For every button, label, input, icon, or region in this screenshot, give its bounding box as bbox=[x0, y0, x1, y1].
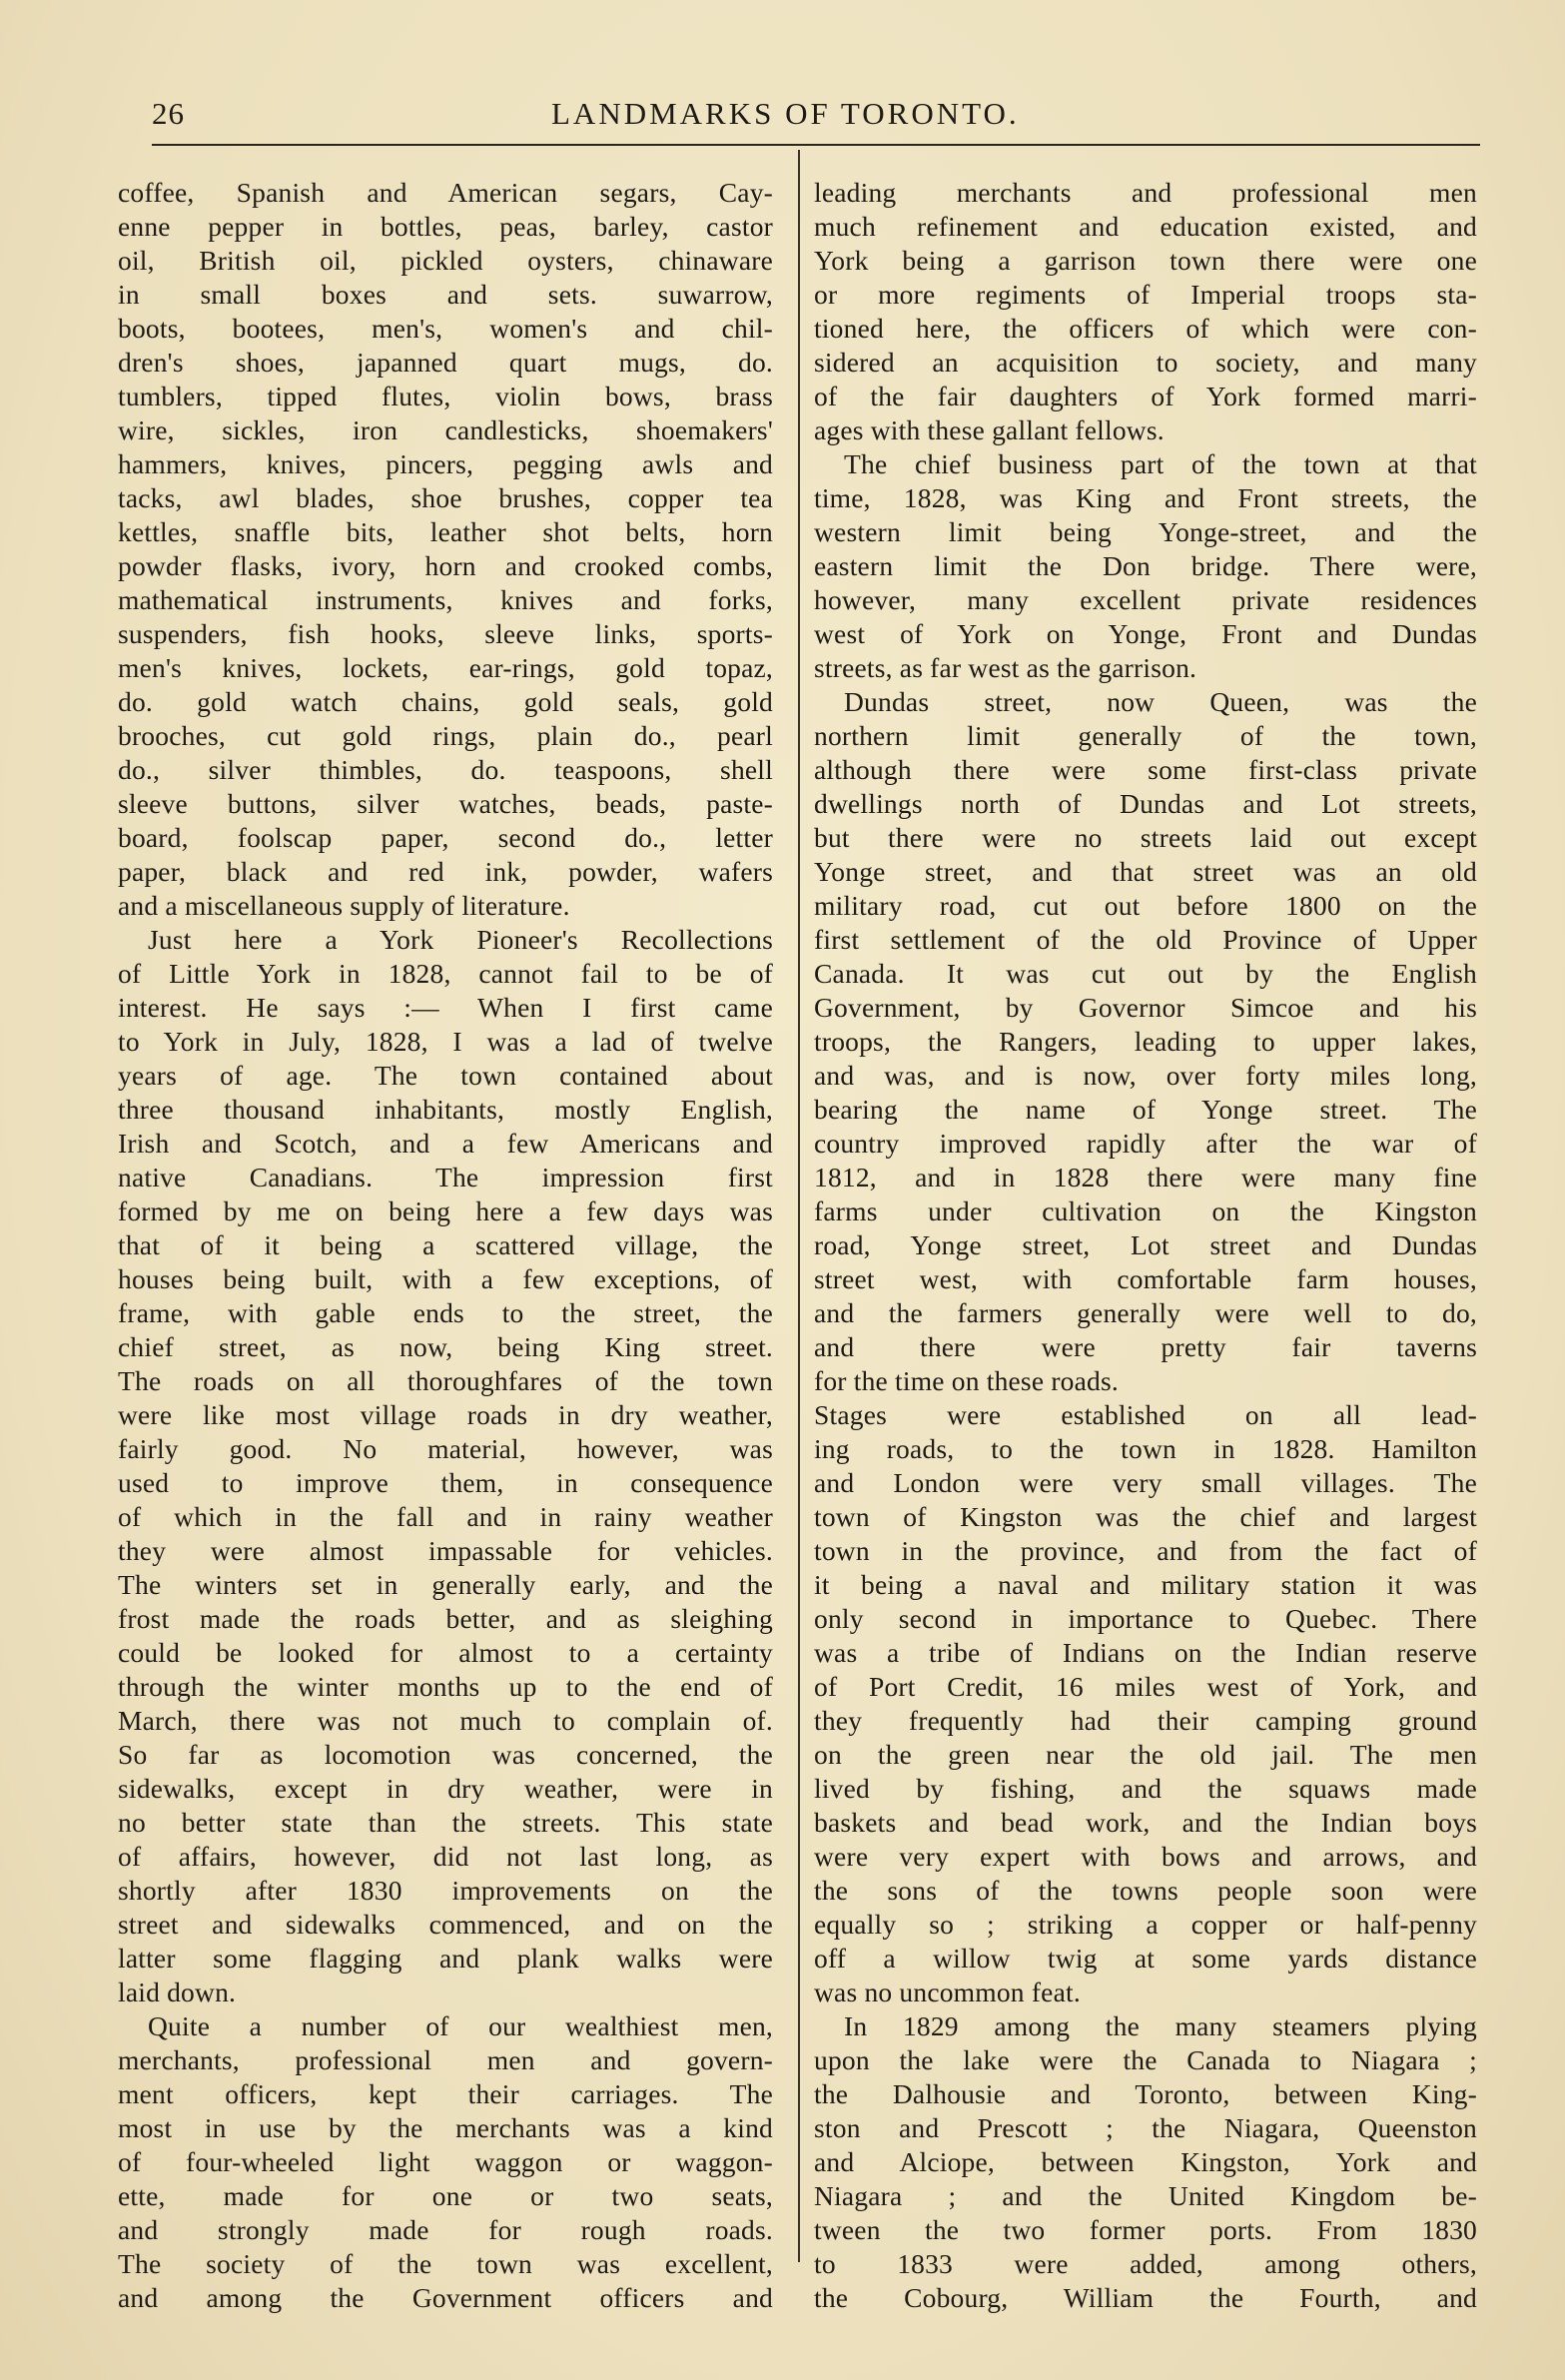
right-column-line: Dundas street, now Queen, was the bbox=[844, 686, 1477, 717]
right-column bbox=[814, 176, 1477, 2313]
right-column-line: farms under cultivation on the Kingston bbox=[814, 1195, 1477, 1226]
left-column-line: dren's shoes, japanned quart mugs, do. bbox=[118, 347, 773, 378]
left-column-line: through the winter months up to the end of bbox=[118, 1671, 773, 1702]
right-column-line: town in the province, and from the fact of bbox=[814, 1535, 1477, 1566]
page-number: 26 bbox=[152, 96, 185, 131]
left-column-line: chief street, as now, being King street. bbox=[118, 1331, 773, 1362]
running-title: LANDMARKS OF TORONTO. bbox=[551, 96, 1020, 131]
left-column-line: So far as locomotion was concerned, the bbox=[118, 1739, 773, 1770]
left-column-line: interest. He says :— When I first came bbox=[118, 992, 773, 1023]
right-column-line: or more regiments of Imperial troops sta- bbox=[814, 279, 1477, 310]
right-column-line: were very expert with bows and arrows, and bbox=[814, 1841, 1477, 1872]
right-column-line: it being a naval and military station it was bbox=[814, 1569, 1477, 1600]
right-column-line: although there were some first-class private bbox=[814, 754, 1477, 785]
left-column-line: three thousand inhabitants, mostly English, bbox=[118, 1094, 773, 1125]
right-column-line: northern limit generally of the town, bbox=[814, 720, 1477, 751]
right-column-line: Niagara ; and the United Kingdom be- bbox=[814, 2180, 1477, 2211]
left-column-line: years of age. The town contained about bbox=[118, 1060, 773, 1091]
left-column-line: used to improve them, in consequence bbox=[118, 1467, 773, 1498]
left-column-line: to York in July, 1828, I was a lad of twelve bbox=[118, 1026, 773, 1057]
left-column-line: powder flasks, ivory, horn and crooked combs, bbox=[118, 550, 773, 581]
right-column-line: was no uncommon feat. bbox=[814, 1977, 1081, 2007]
right-column-line: street west, with comfortable farm houses, bbox=[814, 1263, 1477, 1294]
left-column-line: could be looked for almost to a certainty bbox=[118, 1637, 773, 1668]
left-column-line: most in use by the merchants was a kind bbox=[118, 2112, 773, 2143]
right-column-line: military road, cut out before 1800 on the bbox=[814, 890, 1477, 921]
left-column-line: boots, bootees, men's, women's and chil- bbox=[118, 313, 773, 344]
right-column-line: the Dalhousie and Toronto, between King- bbox=[814, 2078, 1477, 2109]
right-column-line: lived by fishing, and the squaws made bbox=[814, 1773, 1477, 1804]
right-column-line: ing roads, to the town in 1828. Hamilton bbox=[814, 1433, 1477, 1464]
left-column-line: The society of the town was excellent, bbox=[118, 2248, 773, 2279]
right-column-line: Government, by Governor Simcoe and his bbox=[814, 992, 1477, 1023]
left-column-line: tumblers, tipped flutes, violin bows, brass bbox=[118, 381, 773, 411]
left-column-line: hammers, knives, pincers, pegging awls and bbox=[118, 448, 773, 479]
right-column-line: west of York on Yonge, Front and Dundas bbox=[814, 618, 1477, 649]
left-column-line: frost made the roads better, and as sleighing bbox=[118, 1603, 773, 1634]
left-column-line: of affairs, however, did not last long, as bbox=[118, 1841, 773, 1872]
left-column-line: men's knives, lockets, ear-rings, gold topaz, bbox=[118, 652, 773, 683]
right-column-line: streets, as far west as the garrison. bbox=[814, 652, 1197, 683]
left-column-line: fairly good. No material, however, was bbox=[118, 1433, 773, 1464]
right-column-line: of the fair daughters of York formed marri- bbox=[814, 381, 1477, 411]
right-column-line: Stages were established on all lead- bbox=[814, 1399, 1477, 1430]
left-column-line: houses being built, with a few exceptions, of bbox=[118, 1263, 773, 1294]
right-column-line: the sons of the towns people soon were bbox=[814, 1875, 1477, 1906]
left-column-line: suspenders, fish hooks, sleeve links, sports- bbox=[118, 618, 773, 649]
right-column-line: was a tribe of Indians on the Indian reserve bbox=[814, 1637, 1477, 1668]
right-column-line: leading merchants and professional men bbox=[814, 177, 1477, 208]
right-column-line: 1812, and in 1828 there were many fine bbox=[814, 1162, 1477, 1192]
left-column-line: that of it being a scattered village, the bbox=[118, 1229, 773, 1260]
right-column-line: for the time on these roads. bbox=[814, 1365, 1119, 1396]
right-column-line: they frequently had their camping ground bbox=[814, 1705, 1477, 1736]
left-column-line: oil, British oil, pickled oysters, chinaware bbox=[118, 245, 773, 276]
right-column-line: tioned here, the officers of which were con- bbox=[814, 313, 1477, 344]
header-rule bbox=[152, 144, 1480, 146]
page-header bbox=[152, 96, 1480, 140]
right-column-line: baskets and bead work, and the Indian boys bbox=[814, 1807, 1477, 1838]
right-column-line: off a willow twig at some yards distance bbox=[814, 1943, 1477, 1974]
left-column-line: were like most village roads in dry weather, bbox=[118, 1399, 773, 1430]
right-column-line: sidered an acquisition to society, and many bbox=[814, 347, 1477, 378]
right-column-line: and the farmers generally were well to do, bbox=[814, 1297, 1477, 1328]
right-column-line: upon the lake were the Canada to Niagara ; bbox=[814, 2044, 1477, 2075]
left-column-line: The roads on all thoroughfares of the town bbox=[118, 1365, 773, 1396]
left-column-line: Just here a York Pioneer's Recollections bbox=[148, 924, 773, 955]
right-column-line: country improved rapidly after the war of bbox=[814, 1128, 1477, 1159]
right-column-line: and Alciope, between Kingston, York and bbox=[814, 2146, 1477, 2177]
right-column-line: troops, the Rangers, leading to upper lakes, bbox=[814, 1026, 1477, 1057]
right-column-line: dwellings north of Dundas and Lot streets, bbox=[814, 788, 1477, 819]
column-divider bbox=[798, 150, 800, 2262]
right-column-line: first settlement of the old Province of Upper bbox=[814, 924, 1477, 955]
right-column-line: the Cobourg, William the Fourth, and bbox=[814, 2282, 1477, 2313]
left-column-line: frame, with gable ends to the street, the bbox=[118, 1297, 773, 1328]
right-column-line: Canada. It was cut out by the English bbox=[814, 958, 1477, 989]
left-column-line: paper, black and red ink, powder, wafers bbox=[118, 856, 773, 887]
right-column-line: time, 1828, was King and Front streets, the bbox=[814, 482, 1477, 513]
left-column-line: and strongly made for rough roads. bbox=[118, 2214, 773, 2245]
left-column-line: wire, sickles, iron candlesticks, shoemakers' bbox=[118, 414, 773, 445]
right-column-line: and there were pretty fair taverns bbox=[814, 1331, 1477, 1362]
right-column-line: however, many excellent private residences bbox=[814, 584, 1477, 615]
left-column-line: laid down. bbox=[118, 1977, 237, 2007]
right-column-line: town of Kingston was the chief and largest bbox=[814, 1501, 1477, 1532]
left-column-line: street and sidewalks commenced, and on the bbox=[118, 1909, 773, 1940]
left-column-line: no better state than the streets. This state bbox=[118, 1807, 773, 1838]
left-column-line: merchants, professional men and govern- bbox=[118, 2044, 773, 2075]
right-column-line: York being a garrison town there were one bbox=[814, 245, 1477, 276]
right-column-line: tween the two former ports. From 1830 bbox=[814, 2214, 1477, 2245]
left-column-line: sleeve buttons, silver watches, beads, paste- bbox=[118, 788, 773, 819]
right-column-line: western limit being Yonge-street, and the bbox=[814, 516, 1477, 547]
right-column-line: Yonge street, and that street was an old bbox=[814, 856, 1477, 887]
left-column-line: formed by me on being here a few days was bbox=[118, 1195, 773, 1226]
right-column-line: ston and Prescott ; the Niagara, Queenston bbox=[814, 2112, 1477, 2143]
right-column-line: on the green near the old jail. The men bbox=[814, 1739, 1477, 1770]
left-column-line: coffee, Spanish and American segars, Cay- bbox=[118, 177, 773, 208]
right-column-line: of Port Credit, 16 miles west of York, and bbox=[814, 1671, 1477, 1702]
right-column-line: road, Yonge street, Lot street and Dundas bbox=[814, 1229, 1477, 1260]
right-column-line: equally so ; striking a copper or half-penny bbox=[814, 1909, 1477, 1940]
left-column-line: Irish and Scotch, and a few Americans and bbox=[118, 1128, 773, 1159]
left-column-line: shortly after 1830 improvements on the bbox=[118, 1875, 773, 1906]
left-column-line: mathematical instruments, knives and forks, bbox=[118, 584, 773, 615]
right-column-line: ages with these gallant fellows. bbox=[814, 414, 1165, 445]
left-column-line: March, there was not much to complain of. bbox=[118, 1705, 773, 1736]
right-column-line: The chief business part of the town at that bbox=[844, 448, 1477, 479]
left-column-line: The winters set in generally early, and the bbox=[118, 1569, 773, 1600]
left-column-line: do. gold watch chains, gold seals, gold bbox=[118, 686, 773, 717]
right-column-line: only second in importance to Quebec. There bbox=[814, 1603, 1477, 1634]
left-column-line: of Little York in 1828, cannot fail to be of bbox=[118, 958, 773, 989]
left-column-line: of which in the fall and in rainy weather bbox=[118, 1501, 773, 1532]
right-column-line: to 1833 were added, among others, bbox=[814, 2248, 1477, 2279]
left-column-line: enne pepper in bottles, peas, barley, castor bbox=[118, 211, 773, 242]
right-column-line: much refinement and education existed, and bbox=[814, 211, 1477, 242]
right-column-line: and London were very small villages. The bbox=[814, 1467, 1477, 1498]
left-column-line: kettles, snaffle bits, leather shot belts, horn bbox=[118, 516, 773, 547]
left-column-line: do., silver thimbles, do. teaspoons, shell bbox=[118, 754, 773, 785]
left-column-line: of four-wheeled light waggon or waggon- bbox=[118, 2146, 773, 2177]
left-column-line: board, foolscap paper, second do., letter bbox=[118, 822, 773, 853]
left-column bbox=[118, 176, 773, 2313]
right-column-line: bearing the name of Yonge street. The bbox=[814, 1094, 1477, 1125]
right-column-line: In 1829 among the many steamers plying bbox=[844, 2010, 1477, 2041]
left-column-line: and a miscellaneous supply of literature. bbox=[118, 890, 570, 921]
left-column-line: ment officers, kept their carriages. The bbox=[118, 2078, 773, 2109]
right-column-line: eastern limit the Don bridge. There were, bbox=[814, 550, 1477, 581]
left-column-line: native Canadians. The impression first bbox=[118, 1162, 773, 1192]
left-column-line: sidewalks, except in dry weather, were in bbox=[118, 1773, 773, 1804]
left-column-line: they were almost impassable for vehicles. bbox=[118, 1535, 773, 1566]
right-column-line: and was, and is now, over forty miles long, bbox=[814, 1060, 1477, 1091]
left-column-line: in small boxes and sets. suwarrow, bbox=[118, 279, 773, 310]
left-column-line: tacks, awl blades, shoe brushes, copper tea bbox=[118, 482, 773, 513]
left-column-line: Quite a number of our wealthiest men, bbox=[148, 2010, 773, 2041]
left-column-line: and among the Government officers and bbox=[118, 2282, 773, 2313]
right-column-line: but there were no streets laid out except bbox=[814, 822, 1477, 853]
left-column-line: latter some flagging and plank walks were bbox=[118, 1943, 773, 1974]
left-column-line: brooches, cut gold rings, plain do., pearl bbox=[118, 720, 773, 751]
left-column-line: ette, made for one or two seats, bbox=[118, 2180, 773, 2211]
